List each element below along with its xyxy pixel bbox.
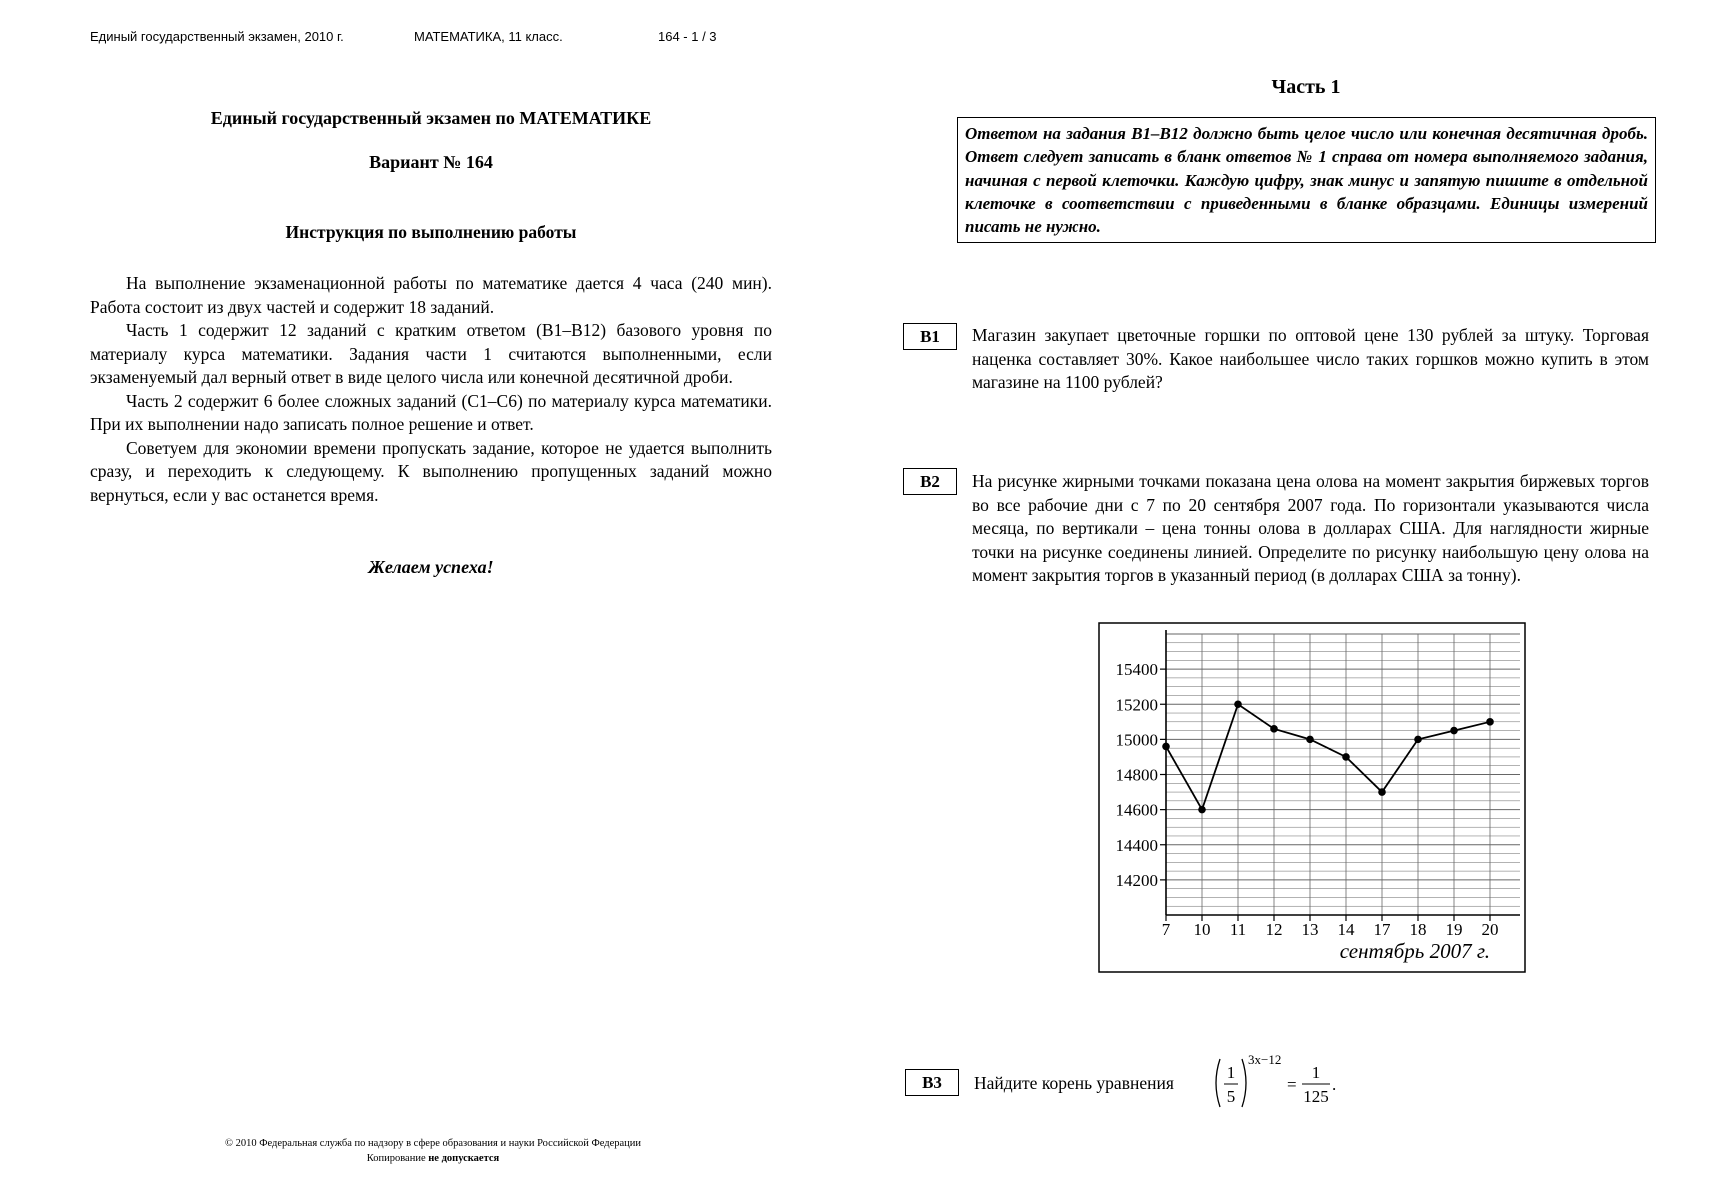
chart-x-tick-label: 13: [1301, 920, 1319, 939]
task-label-b2: B2: [903, 468, 957, 495]
chart-x-tick-label: 20: [1481, 920, 1499, 939]
equation-period: .: [1332, 1075, 1337, 1094]
chart-x-tick-label: 12: [1265, 920, 1283, 939]
answer-instructions-box: Ответом на задания B1–B12 должно быть целое число или конечная десятичная дробь. Ответ следует записать в бланк ответов № 1 справа от номера выполняемого задания, начиная с первой клеточки. Каждую цифру, знак минус и запятую пишите в отдельной клеточке в соответствии с приведенными в бланке образцами. Единицы измерений писать не нужно.: [957, 117, 1656, 243]
b3-equation: [1210, 1050, 1350, 1116]
chart-x-tick-label: 19: [1445, 920, 1463, 939]
exam-title: Единый государственный экзамен по МАТЕМАТИКЕ: [210, 108, 652, 128]
chart-data-point: [1162, 743, 1170, 751]
chart-data-point: [1342, 753, 1350, 761]
copyright-footer: [168, 1136, 698, 1166]
task-b2-text: На рисунке жирными точками показана цена олова на момент закрытия биржевых торгов во все рабочие дни с 7 по 20 сентября 2007 года. По горизонтали указываются числа месяца, по вертикали – цена тонны олова в долларах США. Для наглядности жирные точки на рисунке соединены линией. Определите по рисунку наибольшую цену олова на момент закрытия торгов в указанный период (в долларах США за тонну).: [972, 471, 1649, 585]
chart-y-tick-label: 15000: [1115, 730, 1158, 750]
copy-restriction-line: [168, 1151, 698, 1166]
chart-data-point: [1414, 736, 1422, 744]
rhs-denominator: 125: [1303, 1087, 1329, 1106]
chart-data-point: [1450, 727, 1458, 735]
copyright-line: © 2010 Федеральная служба по надзору в сфере образования и науки Российской Федерации: [224, 1138, 642, 1149]
header-page-number: 164 - 1 / 3: [658, 29, 717, 44]
chart-data-point: [1270, 725, 1278, 733]
variant-title: Вариант № 164: [369, 152, 493, 172]
wish-text: Желаем успеха!: [368, 557, 494, 577]
equals-sign: =: [1287, 1075, 1297, 1094]
chart-x-tick-label: 11: [1229, 920, 1247, 939]
instruction-paragraph: Часть 2 содержит 6 более сложных заданий (C1–C6) по материалу курса математики. При их выполнении надо записать полное решение и ответ.: [90, 390, 772, 434]
chart-data-point: [1234, 700, 1242, 708]
left-paren: [1216, 1059, 1220, 1107]
base-denominator: 5: [1226, 1087, 1236, 1106]
chart-data-point: [1378, 788, 1386, 796]
chart-data-point: [1486, 718, 1494, 726]
exponent: 3x−12: [1248, 1052, 1282, 1067]
task-label-b3: B3: [905, 1069, 959, 1096]
chart-data-point: [1198, 806, 1206, 814]
right-paren: [1242, 1059, 1246, 1107]
chart-x-tick-label: 10: [1193, 920, 1211, 939]
task-label-b1: B1: [903, 323, 957, 350]
copy-restriction-prefix: Копирование: [366, 1153, 429, 1164]
tin-price-chart: [1098, 622, 1528, 974]
chart-y-tick-label: 14800: [1115, 765, 1158, 785]
chart-x-tick-label: 17: [1373, 920, 1391, 939]
part-title: Часть 1: [1271, 76, 1341, 98]
copy-restriction-bold: не допускается: [428, 1153, 500, 1164]
chart-x-tick-label: 7: [1161, 920, 1171, 939]
instruction-text: [90, 272, 772, 507]
chart-y-tick-label: 15200: [1115, 695, 1158, 715]
chart-y-tick-label: 14200: [1115, 870, 1158, 890]
task-b3-text: Найдите корень уравнения: [974, 1073, 1174, 1093]
chart-x-tick-label: 18: [1409, 920, 1427, 939]
chart-y-tick-label: 14600: [1115, 800, 1158, 820]
task-b1-text: Магазин закупает цветочные горшки по оптовой цене 130 рублей за штуку. Торговая наценка составляет 30%. Какое наибольшее число таких горшков можно купить в этом магазине на 1100 рублей?: [972, 325, 1649, 392]
chart-y-tick-label: 14400: [1115, 835, 1158, 855]
chart-x-axis-label: сентябрь 2007 г.: [1339, 939, 1490, 963]
chart-y-tick-label: 15400: [1115, 660, 1158, 680]
instruction-paragraph: Советуем для экономии времени пропускать задание, которое не удается выполнить сразу, и переходить к следующему. К выполнению пропущенных заданий можно вернуться, если у вас останется время.: [90, 437, 772, 505]
chart-data-point: [1306, 736, 1314, 744]
instruction-paragraph: На выполнение экзаменационной работы по математике дается 4 часа (240 мин). Работа состоит из двух частей и содержит 18 заданий.: [90, 273, 772, 317]
instruction-title: Инструкция по выполнению работы: [285, 222, 577, 242]
base-numerator: 1: [1226, 1063, 1236, 1082]
header-subject: МАТЕМАТИКА, 11 класс.: [414, 29, 563, 44]
chart-x-tick-label: 14: [1337, 920, 1355, 939]
header-exam: Единый государственный экзамен, 2010 г.: [90, 29, 344, 44]
rhs-numerator: 1: [1311, 1063, 1321, 1082]
instruction-paragraph: Часть 1 содержит 12 заданий с кратким ответом (B1–B12) базового уровня по материалу курса математики. Задания части 1 считаются выполненными, если экзаменуемый дал верный ответ в виде целого числа или конечной десятичной дроби.: [90, 320, 772, 387]
